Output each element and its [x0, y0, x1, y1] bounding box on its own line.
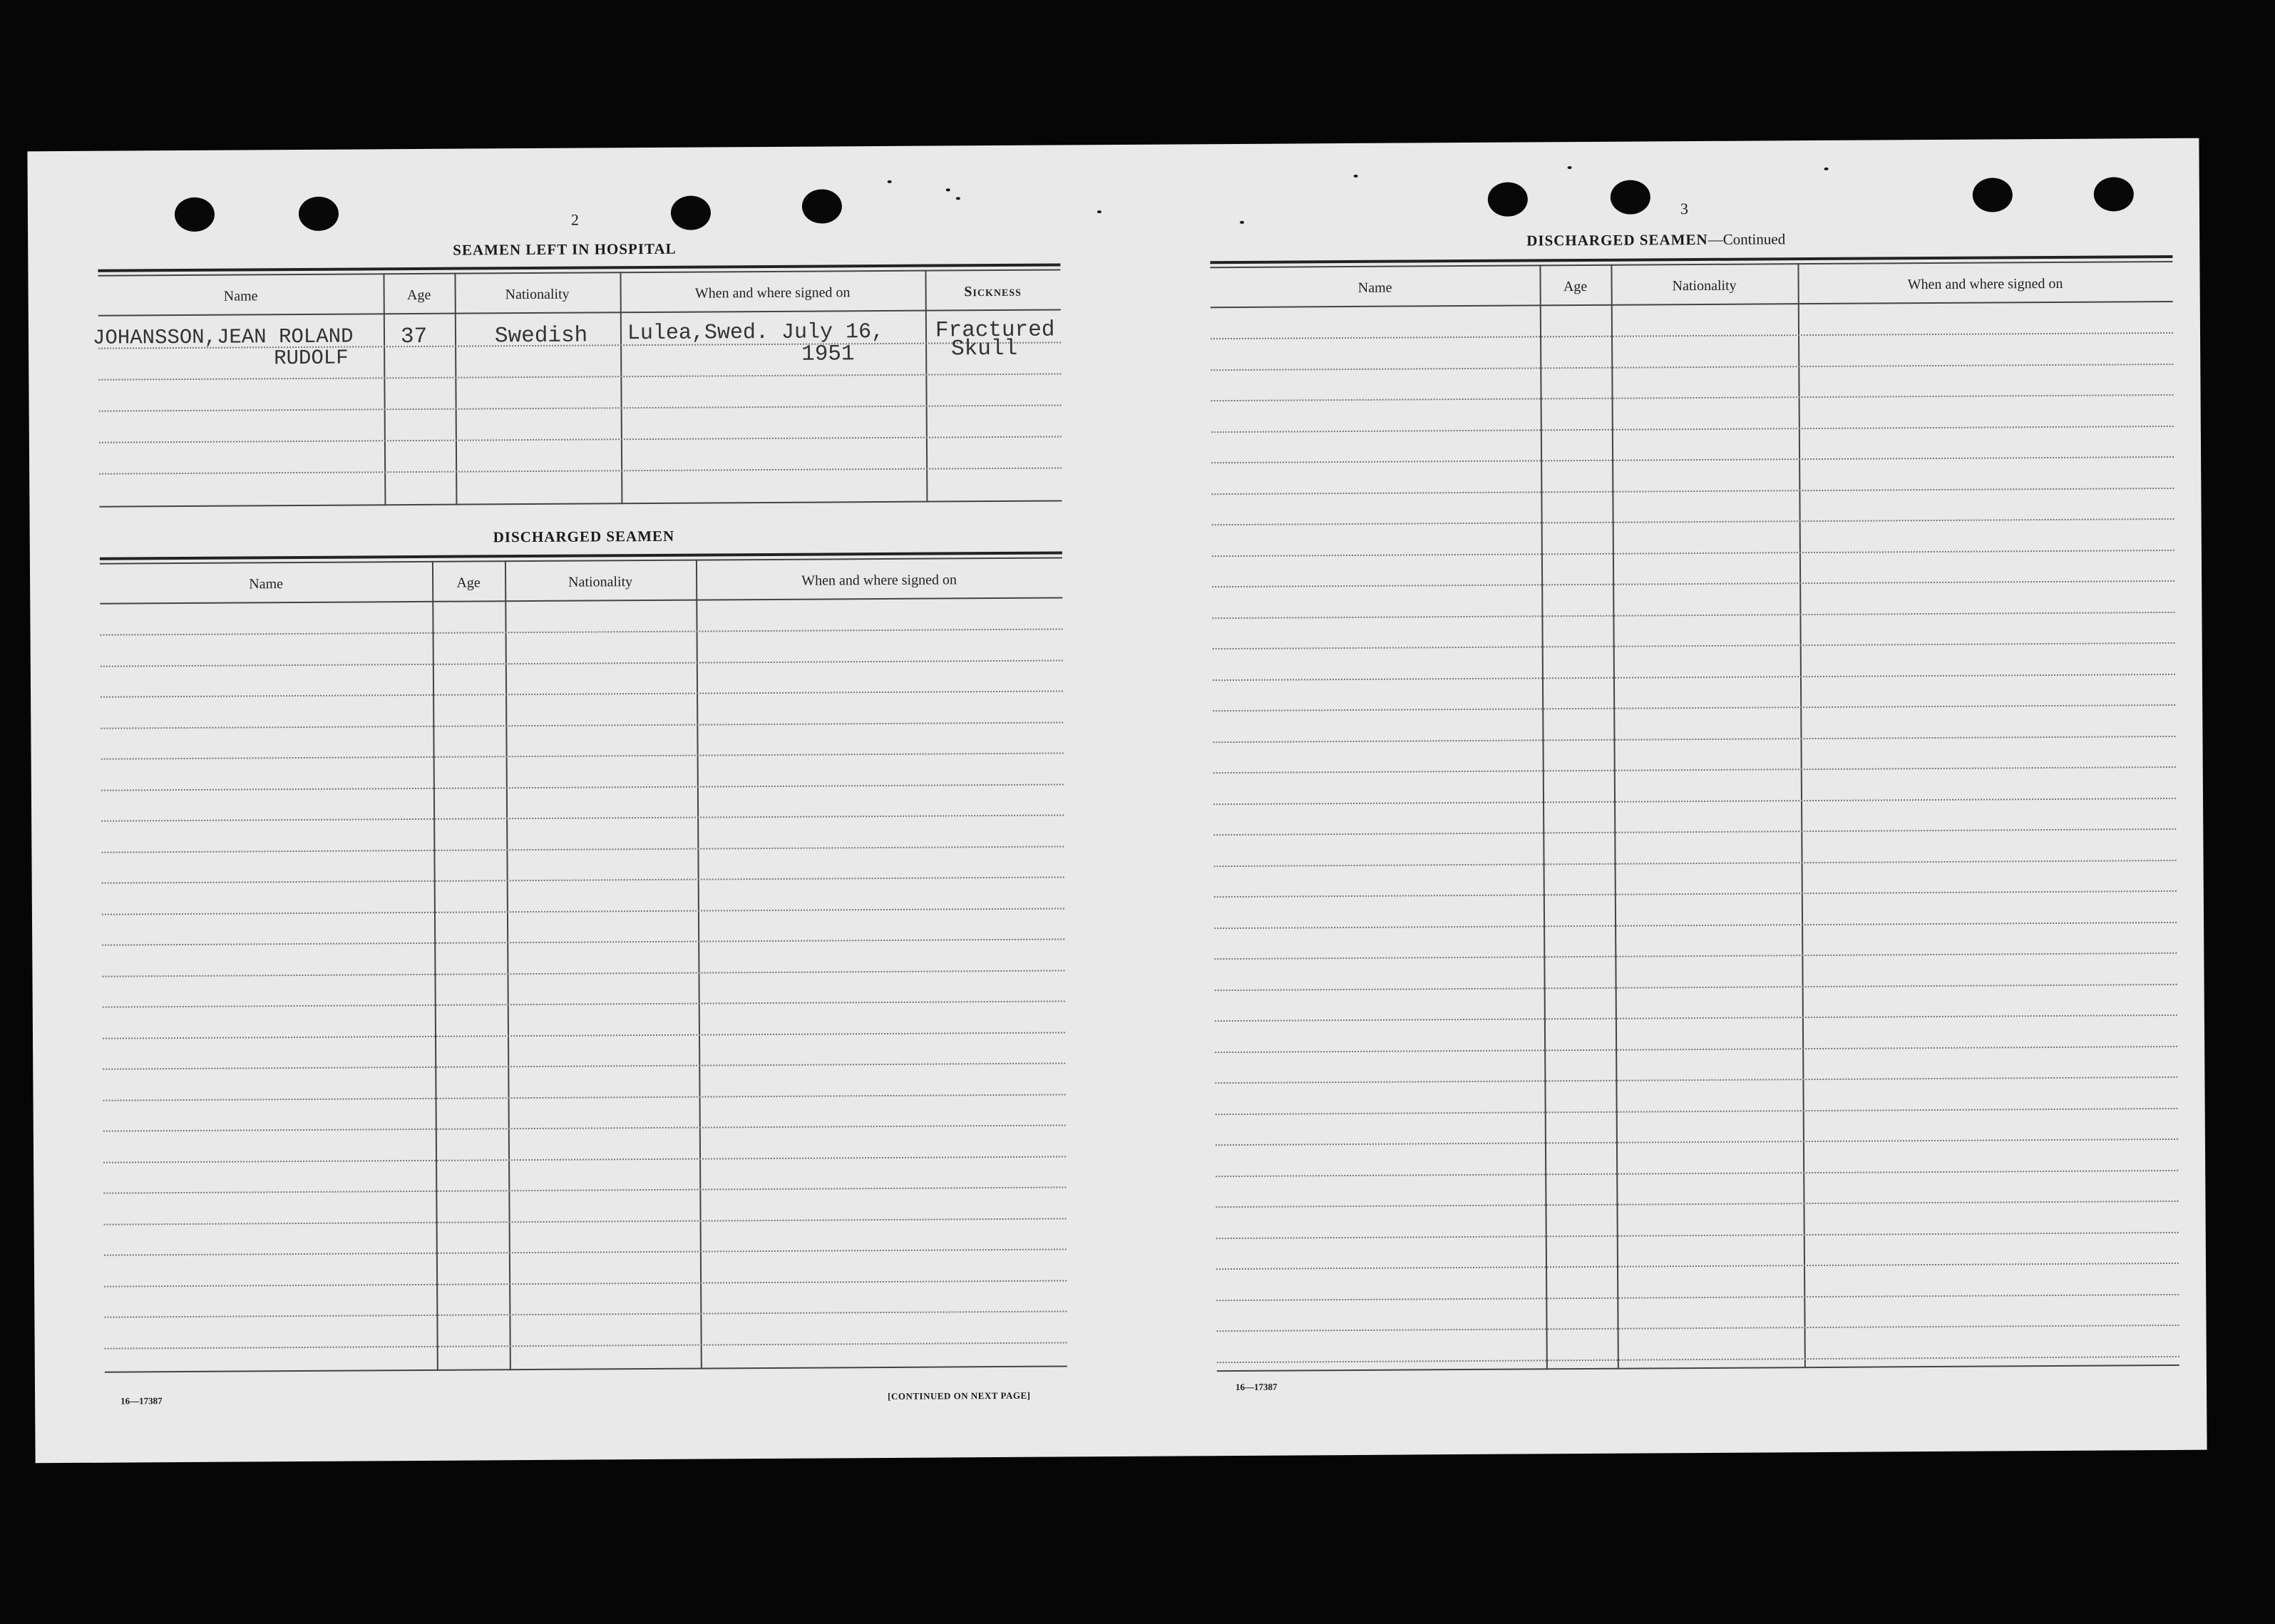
row-line [101, 721, 1063, 729]
row-line [1211, 332, 2173, 339]
speck [1240, 221, 1244, 224]
header-signed-on: When and where signed on [801, 572, 957, 589]
row-line [103, 1032, 1065, 1039]
speck [1824, 168, 1829, 170]
entry-nationality: Swedish [494, 323, 588, 349]
row-line [1213, 642, 2175, 649]
entry-name-line1: JOHANSSON,JEAN ROLAND [92, 324, 354, 350]
row-line [1214, 890, 2177, 898]
discharged-continued-title-text: DISCHARGED SEAMEN [1526, 230, 1708, 250]
row-line [103, 1062, 1065, 1069]
row-line [104, 1248, 1067, 1255]
row-line [1213, 797, 2176, 804]
row-line [101, 690, 1063, 697]
header-age: Age [456, 575, 481, 591]
row-line [1212, 549, 2174, 556]
table-bottom-rule [105, 1365, 1067, 1372]
row-line [1211, 456, 2174, 463]
table-bottom-rule [1217, 1365, 2179, 1372]
row-line [1216, 1293, 2179, 1300]
entry-name-line2: RUDOLF [274, 346, 349, 371]
row-line [101, 846, 1064, 853]
speck [1354, 175, 1358, 178]
header-bottom-rule [1211, 301, 2173, 308]
entry-signed-on-line1: Lulea,Swed. July 16, [627, 319, 885, 346]
entry-signed-on-line2: 1951 [801, 341, 855, 367]
row-line [1217, 1325, 2179, 1332]
punch-hole [2094, 177, 2134, 211]
row-line [101, 752, 1064, 759]
header-name: Name [1357, 279, 1392, 296]
row-line [1212, 611, 2174, 618]
row-line [1214, 859, 2177, 866]
speck [888, 180, 892, 183]
row-line [104, 1280, 1067, 1287]
punch-hole [1973, 178, 2013, 212]
row-line [1215, 1045, 2177, 1052]
row-line [101, 814, 1064, 821]
row-line [1214, 921, 2177, 928]
row-line [103, 1186, 1066, 1193]
row-line [1216, 1263, 2179, 1270]
header-age: Age [406, 287, 431, 304]
header-name: Name [249, 576, 284, 592]
row-line [1213, 735, 2175, 742]
speck [946, 188, 950, 191]
row-line [99, 404, 1062, 411]
row-line [1215, 1014, 2177, 1022]
row-line [104, 1310, 1067, 1317]
header-signed-on: When and where signed on [694, 284, 851, 302]
row-line [1211, 363, 2173, 370]
punch-hole [1488, 182, 1528, 216]
continued-note: [CONTINUED ON NEXT PAGE] [888, 1389, 1031, 1402]
row-line [1212, 518, 2174, 525]
column-divider [505, 560, 511, 1370]
discharged-continued-title [1526, 230, 1785, 250]
page-number-left: 2 [570, 210, 580, 229]
row-line [1214, 952, 2177, 960]
entry-age: 37 [400, 324, 428, 350]
row-line [102, 970, 1064, 977]
row-line [1213, 673, 2175, 680]
row-line [102, 876, 1064, 883]
row-line [101, 628, 1063, 635]
punch-hole [175, 197, 215, 232]
row-line [101, 783, 1064, 791]
punch-hole [1611, 180, 1650, 214]
speck [1568, 166, 1572, 169]
row-line [1216, 1231, 2179, 1238]
row-line [99, 436, 1062, 443]
entry-sickness-line1: Fractured [935, 317, 1055, 344]
row-line [103, 1156, 1066, 1163]
header-nationality: Nationality [1672, 277, 1737, 294]
row-line [102, 908, 1064, 915]
row-line [1211, 487, 2174, 494]
row-line [1215, 1076, 2177, 1084]
row-line [1211, 394, 2174, 401]
row-line [103, 1124, 1066, 1131]
row-line [1216, 1201, 2178, 1208]
discharged-section-title: DISCHARGED SEAMEN [493, 527, 675, 546]
column-divider [432, 561, 438, 1371]
row-line [1213, 766, 2176, 774]
row-line [1213, 828, 2176, 836]
row-line [1217, 1355, 2179, 1362]
header-nationality: Nationality [505, 286, 570, 303]
row-line [1216, 1139, 2178, 1146]
row-line [103, 1000, 1065, 1007]
row-line [1215, 983, 2177, 990]
row-line [1211, 425, 2174, 432]
row-line [1216, 1107, 2178, 1114]
punch-hole [802, 189, 842, 223]
discharged-table-left [100, 551, 1067, 1377]
form-number-left: 16—17387 [120, 1395, 163, 1407]
header-sickness: Sickness [964, 283, 1022, 300]
punch-hole [671, 195, 711, 230]
row-line [102, 938, 1064, 945]
speck [1097, 210, 1101, 213]
form-number-right: 16—17387 [1235, 1381, 1278, 1393]
header-bottom-rule [98, 309, 1061, 316]
page-number-right: 3 [1680, 200, 1689, 218]
header-name: Name [223, 288, 258, 304]
header-bottom-rule [100, 597, 1062, 604]
row-line [101, 659, 1063, 667]
continued-suffix: —Continued [1707, 230, 1786, 248]
manifest-sheet [27, 138, 2207, 1464]
discharged-table-right [1210, 255, 2179, 1376]
row-line [104, 1218, 1067, 1225]
row-line [105, 1342, 1067, 1349]
header-age: Age [1563, 278, 1588, 295]
row-line [1216, 1169, 2178, 1176]
hospital-table [92, 263, 1062, 511]
row-line [98, 373, 1061, 380]
punch-hole [299, 197, 339, 231]
row-line [99, 467, 1062, 474]
row-line [103, 1094, 1066, 1101]
hospital-section-title: SEAMEN LEFT IN HOSPITAL [453, 240, 677, 259]
table-bottom-rule [99, 500, 1062, 507]
header-nationality: Nationality [568, 574, 633, 590]
row-line [1212, 580, 2174, 587]
speck [956, 197, 960, 200]
entry-sickness-line2: Skull [951, 336, 1018, 362]
column-divider [696, 560, 702, 1369]
row-line [1213, 704, 2175, 711]
header-signed-on: When and where signed on [1907, 275, 2063, 293]
